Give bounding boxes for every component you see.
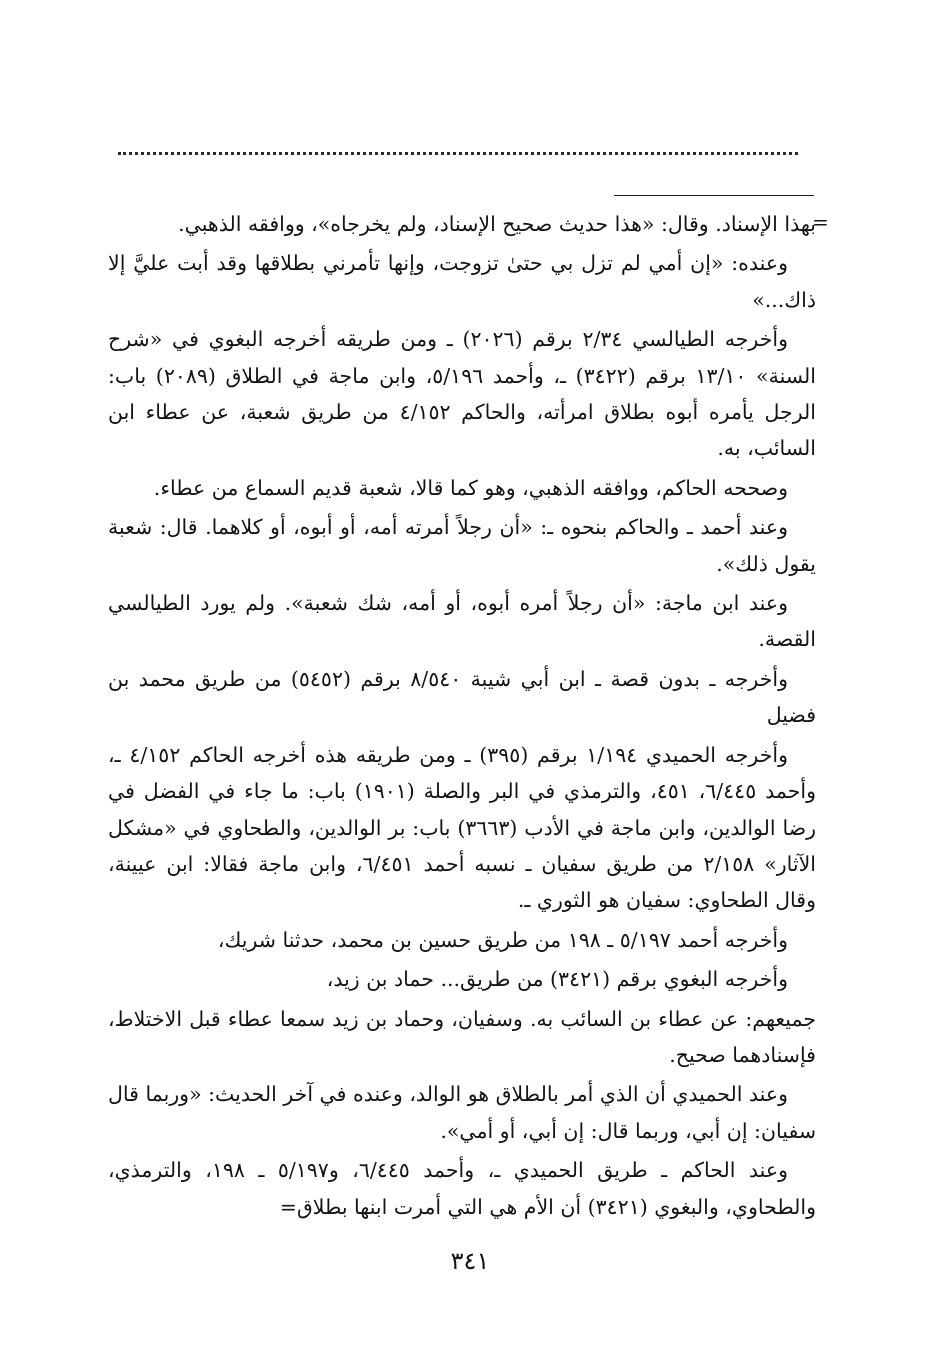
footnote-paragraph: وعند الحميدي أن الذي أمر بالطلاق هو الوالد، وعنده في آخر الحديث: «وربما قال سفيان: إن أبي، وربما قال: إن أبي، أو أمي». bbox=[108, 1082, 816, 1143]
footnote-block bbox=[108, 206, 816, 1228]
footnote-paragraph: وأخرجه البغوي برقم (٣٤٢١) من طريق... حماد بن زيد، bbox=[326, 967, 788, 992]
footnote-paragraph: جميعهم: عن عطاء بن السائب به. وسفيان، وحماد بن زيد سمعا عطاء قبل الاختلاط، فإسنادهما صحيح. bbox=[108, 1006, 816, 1067]
footnote-paragraph: وأخرجه ـ بدون قصة ـ ابن أبي شيبة ٨/٥٤٠ برقم (٥٤٥٢) من طريق محمد بن فضيل bbox=[108, 666, 816, 728]
footnote-paragraph: وصححه الحاكم، ووافقه الذهبي، وهو كما قالا، شعبة قديم السماع من عطاء. bbox=[153, 475, 788, 500]
footnote-rule bbox=[614, 195, 814, 196]
footnote-paragraph: وعند أحمد ـ والحاكم بنحوه ـ: «أن رجلاً أمرته أمه، أو أبوه، أو كلاهما. قال: شعبة يقول ذلك». bbox=[108, 515, 816, 576]
footnote-paragraph: وأخرجه الحميدي ١/١٩٤ برقم (٣٩٥) ـ ومن طريقه هذه أخرجه الحاكم ٤/١٥٢ ـ، وأحمد ٦/٤٤٥، ٤٥١، والترمذي في البر والصلة (١٩٠١) باب: ما جاء في الفضل في رضا الوالدين، وابن ماجة في الأدب (٣٦٦٣) باب: بر الوالدين، والطحاوي في «مشكل الآثار» ٢/١٥٨ من طريق سفيان ـ نسبه أحمد ٦/٤٥١، وابن ماجة فقالا: ابن عيينة، وقال الطحاوي: سفيان هو الثوري ـ. bbox=[108, 742, 817, 913]
page-number: ٣٤١ bbox=[450, 1247, 490, 1275]
footnote-paragraph: وأخرجه أحمد ٥/١٩٧ ـ ١٩٨ من طريق حسين بن محمد، حدثنا شريك، bbox=[217, 927, 788, 952]
footnote-paragraph: وأخرجه الطيالسي ٢/٣٤ برقم (٢٠٢٦) ـ ومن طريقه أخرجه البغوي في «شرح السنة» ١٣/١٠ برقم (٣٤٢٢) ـ، وأحمد ٥/١٩٦، وابن ماجة في الطلاق (٢٠٨٩) باب: الرجل يأمره أبوه بطلاق امرأته، والحاكم ٤/١٥٢ من طريق شعبة، عن عطاء ابن السائب، به. bbox=[108, 327, 816, 461]
footnote-paragraph: وعند الحاكم ـ طريق الحميدي ـ، وأحمد ٦/٤٤٥، و٥/١٩٧ ـ ١٩٨، والترمذي، والطحاوي، والبغوي (٣٤٢١) أن الأم هي التي أمرت ابنها بطلاق= bbox=[108, 1158, 816, 1219]
continuation-mark: = bbox=[812, 210, 829, 234]
footnote-paragraph: وعند ابن ماجة: «أن رجلاً أمره أبوه، أو أمه، شك شعبة». ولم يورد الطيالسي القصة. bbox=[108, 591, 816, 652]
footnote-paragraph: وعنده: «إن أمي لم تزل بي حتىٰ تزوجت، وإنها تأمرني بطلاقها وقد أبت عليَّ إلا ذاك...» bbox=[108, 251, 816, 312]
dotted-separator bbox=[118, 152, 798, 155]
footnote-paragraph: بهذا الإسناد. وقال: «هذا حديث صحيح الإسناد، ولم يخرجاه»، ووافقه الذهبي. bbox=[178, 212, 816, 236]
